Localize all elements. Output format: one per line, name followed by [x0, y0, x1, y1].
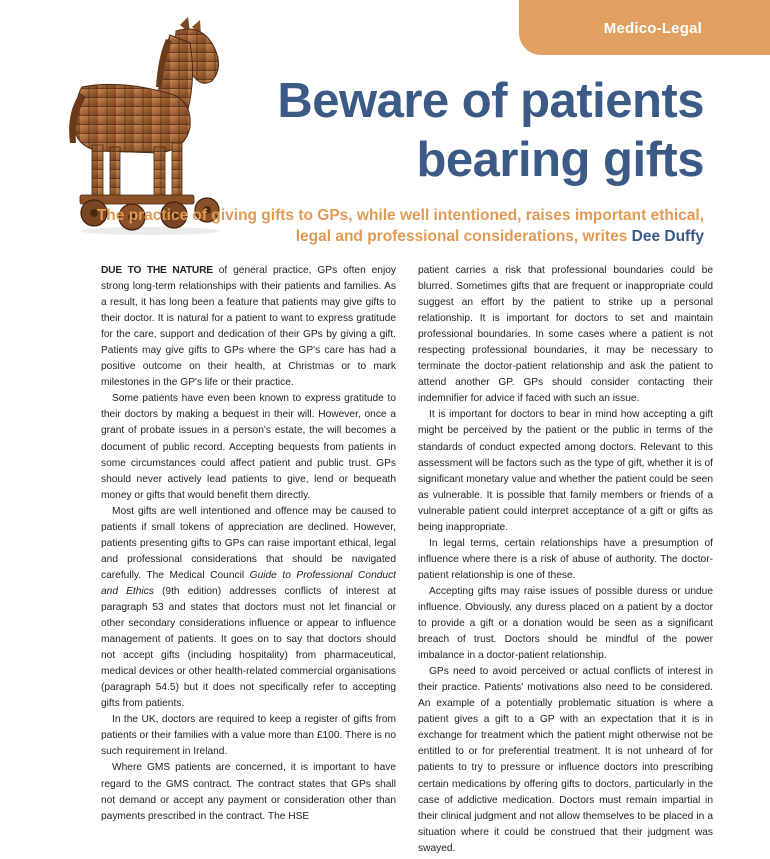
paragraph: GPs need to avoid perceived or actual conflicts of interest in their practice. Patients' motivations also need to be considered. An example of a potentially problematic situation is where a patient gives a gift to a GP with an expectation that it is in exchange for treatment which the patient might otherwise not be entitled to or for preferential treatment. It is not unheard of for patients to try to pressure or influence doctors into prescribing certain medications by offering gifts to doctors, particularly in the case of addictive medication. Doctors must remain impartial in their clinical judgment and not allow themselves to be placed in a situation where it could be construed that their judgment was swayed.	[418, 666, 713, 854]
standfirst-text: The practice of giving gifts to GPs, while well intentioned, raises important ethical, legal and professional considerations, writes	[96, 207, 704, 245]
paragraph: In legal terms, certain relationships have a presumption of influence where there is a risk of abuse of authority. The doctor-patient relationship is one of these.	[418, 537, 713, 581]
article-column-right	[418, 263, 713, 857]
publication-title: Guide to Professional Conduct and Ethics	[101, 569, 396, 597]
section-tab	[519, 0, 770, 55]
paragraph: It is important for doctors to bear in mind how accepting a gift might be perceived by the patient or the public in terms of the standards of conduct expected among doctors. Relevant to this assessment will be factors such as the type of gift, whether it is of significant monetary value and whether the patient could be seen as vulnerable. It is possible that family members or friends of a vulnerable patient could interpret acceptance of a gift or gifts as being inappropriate.	[418, 409, 714, 533]
paragraph: Where GMS patients are concerned, it is important to have regard to the GMS contract. The contract states that GPs shall not demand or accept any payment or consideration other than payments prescribed in the contract. The HSE	[101, 762, 396, 822]
paragraph: Accepting gifts may raise issues of possible duress or undue influence. Obviously, any duress placed on a patient by a doctor to provide a gift or a donation would be seen as a significant breach of trust. Doctors should be mindful of the power imbalance in a doctor-patient relationship.	[418, 585, 713, 662]
trojan-horse-icon	[62, 17, 237, 237]
page-title	[277, 72, 704, 190]
paragraph: In the UK, doctors are required to keep a register of gifts from patients or their families with a value more than £100. There is no such requirement in Ireland.	[101, 714, 396, 758]
standfirst	[64, 205, 704, 247]
title-line-1: Beware of patients	[277, 74, 704, 128]
paragraph-text: Most gifts are well intentioned and offence may be caused to patients if small tokens of appreciation are declined. However, patients presenting gifts to GPs can raise important ethical, legal and professional considerations that should be navigated carefully. The Medical Council	[101, 505, 396, 581]
title-line-2: bearing gifts	[416, 133, 704, 187]
paragraph: patient carries a risk that professional boundaries could be blurred. Sometimes gifts that are frequent or inappropriate could suggest an effort by the patient to strike up a personal relationship. It is important for doctors to set and maintain professional boundaries. In some cases where a patient is not respecting professional boundaries, it may be necessary to terminate the doctor-patient relationship and ask the patient to attend another GP. GPs should consider contacting their indemnifier for advice if faced with such an issue.	[418, 265, 713, 405]
paragraph-text: of general practice, GPs often enjoy strong long-term relationships with their patients and families. As a result, it has long been a feature that patients may give gifts to their doctor. It is natural for a patient to want to express gratitude for the care, support and dedication of their GPs by giving a gift. Patients may give gifts to GPs where the GP's care has had a positive outcome on their health, at Christmas or to mark milestones in the GP's life or their practice.	[101, 265, 396, 389]
paragraph-text: (9th edition) addresses conflicts of interest at paragraph 53 and states that doctors must not let financial or other secondary considerations influence or appear to influence management of patients. It goes on to say that doctors should not accept gifts (including hospitality) from pharmaceutical, medical devices or other health-related commercial organisations (paragraph 54.5) but it does not specifically refer to accepting gifts from patients.	[101, 585, 396, 710]
section-label: Medico-Legal	[603, 20, 702, 37]
paragraph	[101, 263, 396, 391]
paragraph	[101, 504, 396, 713]
drop-in-lead: DUE TO THE NATURE	[101, 265, 213, 276]
paragraph: Some patients have even been known to express gratitude to their doctors by making a bequest in their will. However, once a grant of probate issues in a person's estate, the will becomes a document of public record. Accepting bequests from patients in some circumstances could affect patient and public trust. GPs should never actively lead patients to give, lend or bequeath money or gifts that would benefit them directly.	[101, 393, 396, 501]
article-column-left	[101, 263, 396, 825]
author-name: Dee Duffy	[631, 228, 704, 245]
